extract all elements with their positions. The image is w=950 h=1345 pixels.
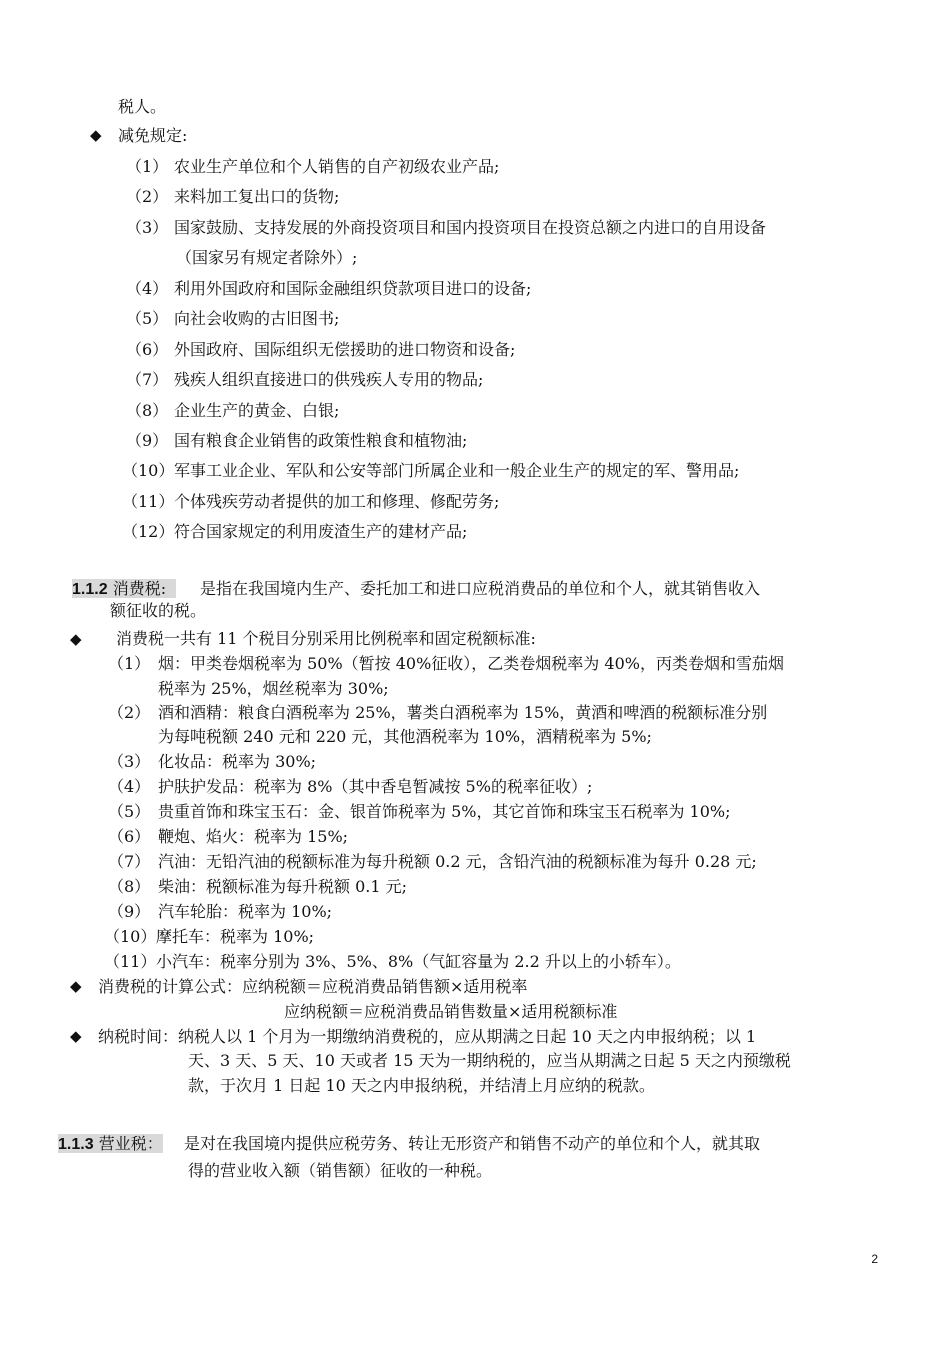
item-number: （9）: [126, 431, 169, 450]
item-number: （2）: [108, 703, 151, 722]
list-item: 摩托车：税率为 10%;: [156, 927, 315, 946]
item-number: （9）: [108, 902, 151, 921]
item-number: （8）: [108, 877, 151, 896]
diamond-bullet-icon: ◆: [70, 630, 82, 648]
section-number: 1.1.3: [58, 1136, 94, 1153]
item-number: （5）: [126, 309, 169, 328]
list-item: 企业生产的黄金、白银;: [174, 401, 340, 420]
list-item: 来料加工复出口的货物;: [174, 187, 340, 206]
list-item: 汽车轮胎：税率为 10%;: [158, 902, 333, 921]
item-number: （12）: [122, 522, 175, 541]
section-title: 减免规定:: [118, 126, 188, 145]
item-number: （3）: [108, 752, 151, 771]
item-number: （2）: [126, 187, 169, 206]
item-number: （6）: [126, 340, 169, 359]
list-item: 个体残疾劳动者提供的加工和修理、修配劳务;: [174, 492, 500, 511]
list-item-continuation: 税率为 25%，烟丝税率为 30%;: [158, 679, 389, 698]
list-item: 向社会收购的古旧图书;: [174, 309, 340, 328]
list-item: 护肤护发品：税率为 8%（其中香皂暂减按 5%的税率征收）;: [158, 777, 593, 796]
list-item: 鞭炮、焰火：税率为 15%;: [158, 827, 349, 846]
section-definition: 是指在我国境内生产、委托加工和进口应税消费品的单位和个人，就其销售收入: [200, 579, 761, 598]
section-heading: [58, 1134, 163, 1155]
section-definition: 是对在我国境内提供应税劳务、转让无形资产和销售不动产的单位和个人，就其取: [184, 1134, 761, 1153]
section-number: 1.1.2: [72, 581, 108, 598]
list-item: 烟：甲类卷烟税率为 50%（暂按 40%征收），乙类卷烟税率为 40%，丙类卷烟和雪茄烟: [158, 654, 784, 673]
list-item: 符合国家规定的利用废渣生产的建材产品;: [174, 522, 468, 541]
diamond-bullet-icon: ◆: [70, 977, 82, 995]
diamond-bullet-icon: ◆: [90, 126, 102, 144]
list-item: 化妆品：税率为 30%;: [158, 752, 317, 771]
formula-line: 应纳税额＝应税消费品销售数量×适用税额标准: [284, 1002, 618, 1021]
list-item: 农业生产单位和个人销售的自产初级农业产品;: [174, 157, 500, 176]
item-number: （1）: [126, 157, 169, 176]
item-number: （8）: [126, 401, 169, 420]
text-line: 税人。: [118, 97, 167, 116]
list-item-continuation: 为每吨税额 240 元和 220 元，其他酒税率为 10%，酒精税率为 5%;: [158, 727, 652, 746]
item-number: （7）: [126, 370, 169, 389]
tax-time-text-continuation: 款，于次月 1 日起 10 天之内申报纳税，并结清上月应纳的税款。: [188, 1076, 655, 1095]
list-item: 外国政府、国际组织无偿援助的进口物资和设备;: [174, 340, 516, 359]
list-item: 柴油：税额标准为每升税额 0.1 元;: [158, 877, 408, 896]
list-item: 小汽车：税率分别为 3%、5%、8%（气缸容量为 2.2 升以上的小轿车）。: [156, 952, 681, 971]
item-number: （11）: [104, 952, 157, 971]
item-number: （11）: [122, 492, 175, 511]
item-number: （4）: [108, 777, 151, 796]
diamond-bullet-icon: ◆: [70, 1027, 82, 1045]
item-number: （7）: [108, 852, 151, 871]
formula-line: 消费税的计算公式：应纳税额＝应税消费品销售额×适用税率: [98, 977, 528, 996]
tax-time-text-continuation: 天、3 天、5 天、10 天或者 15 天为一期纳税的，应当从期满之日起 5 天之内预缴税: [188, 1051, 791, 1070]
intro-text: 消费税一共有 11 个税目分别采用比例税率和固定税额标准:: [116, 629, 536, 648]
list-item: 酒和酒精：粮食白酒税率为 25%，薯类白酒税率为 15%，黄酒和啤酒的税额标准分别: [158, 703, 768, 722]
page-number: 2: [871, 1252, 878, 1266]
item-number: （4）: [126, 279, 169, 298]
section-name: 营业税：: [98, 1134, 163, 1153]
list-item: 国家鼓励、支持发展的外商投资项目和国内投资项目在投资总额之内进口的自用设备: [174, 218, 767, 237]
list-item: 汽油：无铅汽油的税额标准为每升税额 0.2 元，含铅汽油的税额标准为每升 0.28 元;: [158, 852, 757, 871]
list-item: 军事工业企业、军队和公安等部门所属企业和一般企业生产的规定的军、警用品;: [174, 461, 740, 480]
item-number: （1）: [108, 654, 151, 673]
list-item: 贵重首饰和珠宝玉石：金、银首饰税率为 5%，其它首饰和珠宝玉石税率为 10%;: [158, 802, 731, 821]
item-number: （6）: [108, 827, 151, 846]
item-number: （10）: [122, 461, 175, 480]
list-item: 残疾人组织直接进口的供残疾人专用的物品;: [174, 370, 484, 389]
section-heading: [72, 579, 176, 600]
item-number: （10）: [104, 927, 157, 946]
section-name: 消费税:: [112, 579, 167, 598]
list-item: 利用外国政府和国际金融组织贷款项目进口的设备;: [174, 279, 532, 298]
section-definition-continuation: 得的营业收入额（销售额）征收的一种税。: [188, 1161, 493, 1180]
section-definition-continuation: 额征收的税。: [110, 601, 207, 620]
item-number: （5）: [108, 802, 151, 821]
item-number: （3）: [126, 218, 169, 237]
tax-time-text: 纳税时间：纳税人以 1 个月为一期缴纳消费税的，应从期满之日起 10 天之内申报纳税；以 1: [98, 1027, 757, 1046]
list-item-continuation: （国家另有规定者除外）;: [176, 248, 358, 267]
list-item: 国有粮食企业销售的政策性粮食和植物油;: [174, 431, 468, 450]
